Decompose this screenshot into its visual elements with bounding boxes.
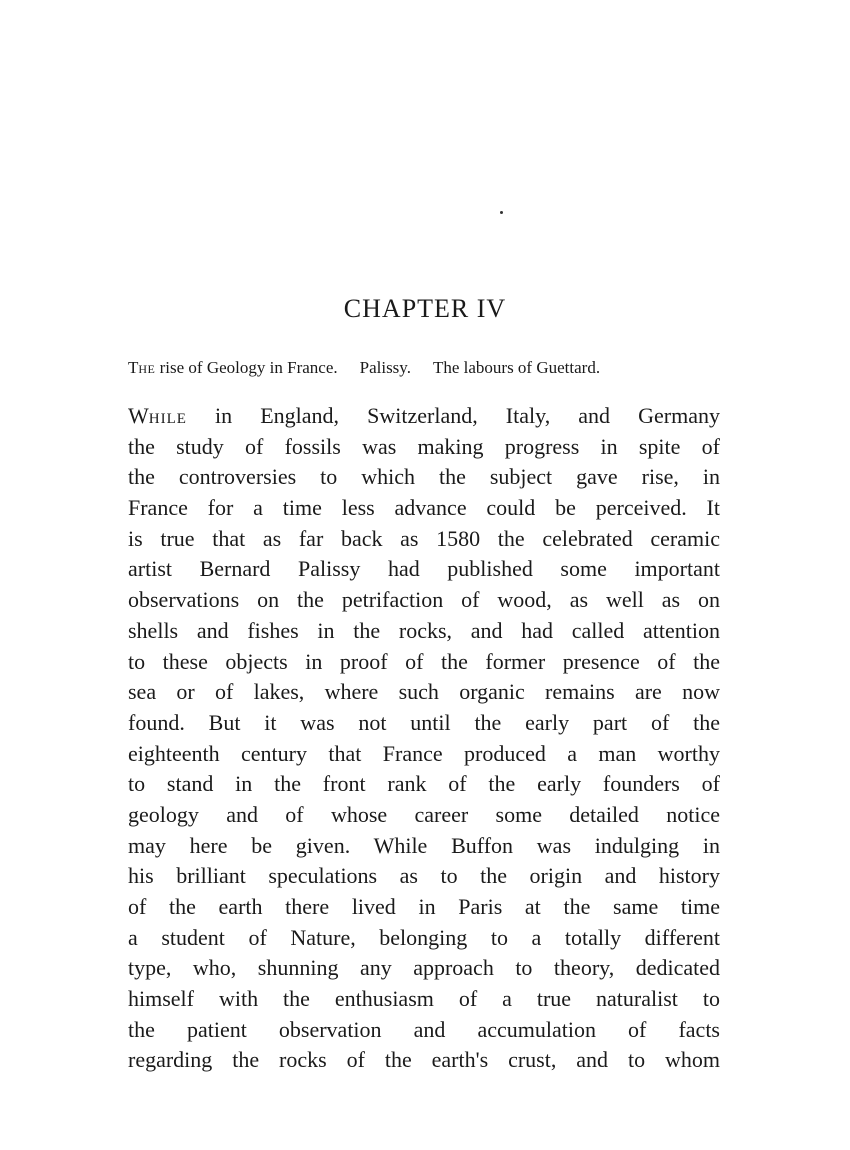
text-line: is true that as far back as 1580 the celebrated ceramic	[128, 525, 720, 551]
text-line: regarding the rocks of the earth's crust, and to whom	[128, 1047, 720, 1073]
text-line: himself with the enthusiasm of a true naturalist to	[128, 986, 720, 1012]
text-line: may here be given. While Buffon was indulging in	[128, 832, 720, 858]
text-line: to stand in the front rank of the early founders of	[128, 771, 720, 797]
text-line: found. But it was not until the early part of the	[128, 709, 720, 735]
text-line: geology and of whose career some detailed notice	[128, 801, 720, 827]
text-line: sea or of lakes, where such organic remains are now	[128, 679, 720, 705]
text-line: the controversies to which the subject gave rise, in	[128, 464, 720, 490]
text-line: eighteenth century that France produced a man worthy	[128, 740, 720, 766]
text-line: of the earth there lived in Paris at the same time	[128, 894, 720, 919]
summary-part-geology: rise of Geology in France.	[155, 358, 338, 377]
text-line: a student of Nature, belonging to a totally different	[128, 924, 720, 950]
summary-part-palissy: Palissy.	[359, 358, 411, 377]
page-speck	[500, 211, 503, 214]
summary-lead-smallcaps: HE	[138, 362, 156, 376]
text-line: observations on the petrifaction of wood, as well as on	[128, 587, 720, 613]
text-line	[128, 401, 720, 432]
body-paragraph	[128, 401, 720, 1076]
text-line: artist Bernard Palissy had published some important	[128, 556, 720, 582]
chapter-summary	[128, 356, 720, 381]
summary-part-guettard: The labours of Guettard.	[432, 358, 601, 377]
text-line: type, who, shunning any approach to theory, dedicated	[128, 955, 720, 981]
chapter-heading: CHAPTER IV	[343, 294, 507, 323]
text-line: the study of fossils was making progress in spite of	[128, 433, 720, 459]
dropcap-initial: W	[128, 403, 149, 428]
text-line: the patient observation and accumulation of facts	[128, 1016, 720, 1042]
first-line-rest: in England, Switzerland, Italy, and Germany	[186, 403, 720, 428]
text-line: to these objects in proof of the former presence of the	[128, 648, 720, 674]
text-line: France for a time less advance could be perceived. It	[128, 495, 720, 521]
dropcap-smallcaps: HILE	[148, 411, 187, 427]
text-line: his brilliant speculations as to the origin and history	[128, 863, 720, 889]
text-line: shells and fishes in the rocks, and had called attention	[128, 617, 720, 643]
summary-lead-initial: T	[128, 358, 139, 377]
